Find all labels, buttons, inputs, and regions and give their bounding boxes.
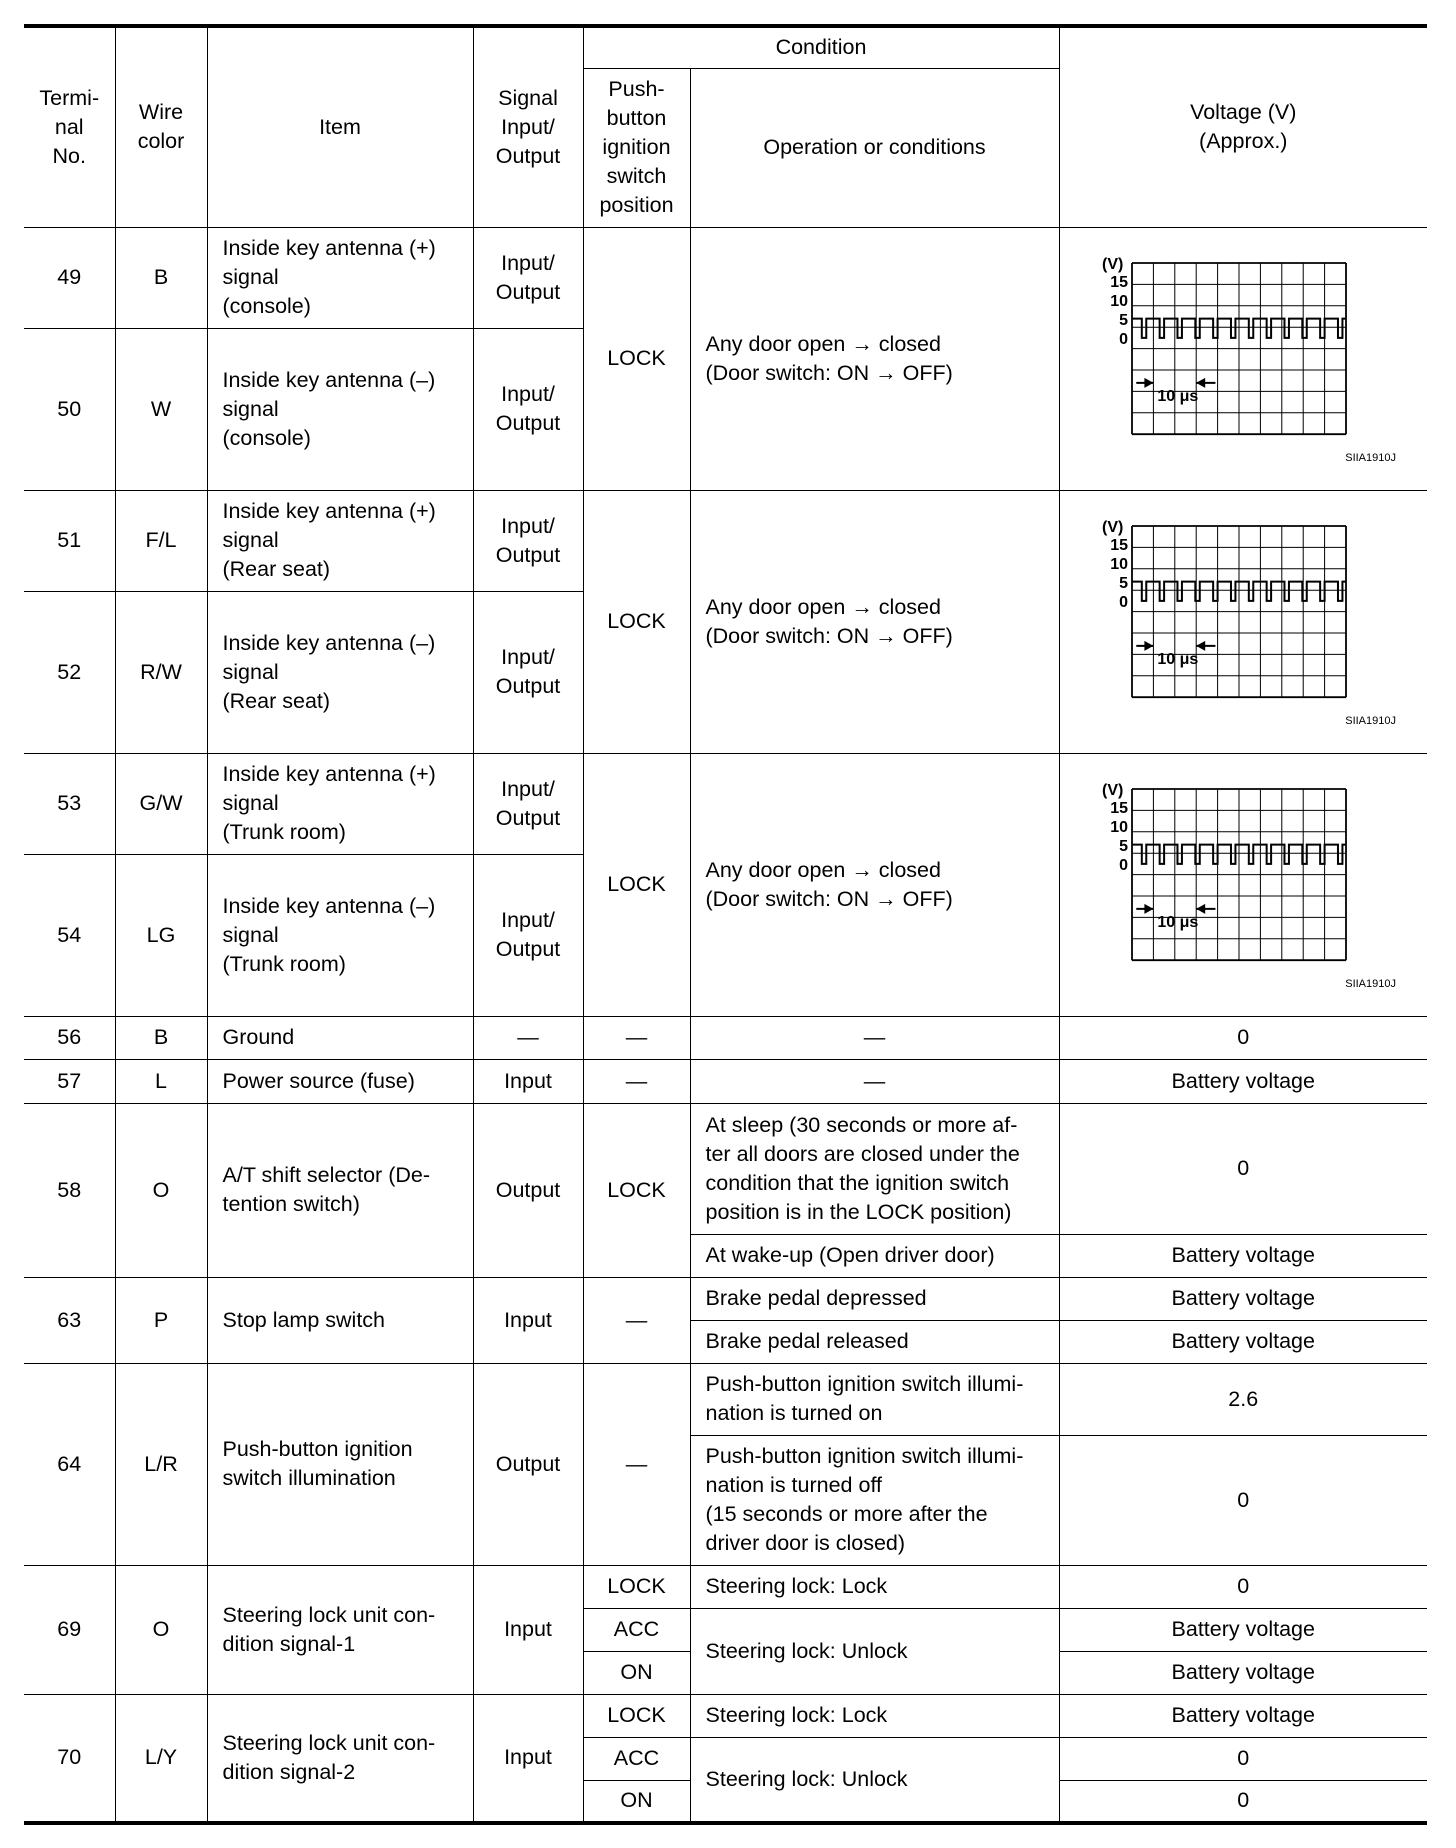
axis-unit-label: (V) xyxy=(1102,255,1124,273)
time-scale-label: 10 μs xyxy=(1157,387,1199,405)
item: Stop lamp switch xyxy=(207,1277,473,1363)
switch-position: ON xyxy=(583,1780,690,1823)
time-scale-label: 10 μs xyxy=(1157,650,1199,668)
operation-condition: Steering lock: Unlock xyxy=(690,1737,1059,1823)
operation-condition: Any door open → closed (Door switch: ON → OFF) xyxy=(690,227,1059,490)
time-arrowhead-left xyxy=(1145,903,1154,913)
waveform-host xyxy=(1060,249,1428,469)
voltage-waveform-cell xyxy=(1059,227,1427,490)
y-tick-label: 0 xyxy=(1119,593,1129,611)
signal-io: Input/ Output xyxy=(473,591,583,753)
figure-id-label: SIIA1910J xyxy=(1345,977,1397,990)
header-item: Item xyxy=(207,26,473,227)
operation-condition: Any door open → closed (Door switch: ON → OFF) xyxy=(690,490,1059,753)
item: Push-button ignition switch illumination xyxy=(207,1363,473,1565)
wire-color: L xyxy=(115,1059,207,1103)
item: Steering lock unit con- dition signal-1 xyxy=(207,1565,473,1694)
item: Inside key antenna (–) signal (Rear seat) xyxy=(207,591,473,753)
voltage-value: 2.6 xyxy=(1059,1363,1427,1435)
voltage-value: Battery voltage xyxy=(1059,1651,1427,1694)
switch-position: LOCK xyxy=(583,1694,690,1737)
wire-color: L/R xyxy=(115,1363,207,1565)
item: Inside key antenna (+) signal (console) xyxy=(207,227,473,328)
voltage-value: 0 xyxy=(1059,1103,1427,1234)
item: Power source (fuse) xyxy=(207,1059,473,1103)
wire-color: G/W xyxy=(115,753,207,854)
operation-condition: Any door open → closed (Door switch: ON → OFF) xyxy=(690,753,1059,1016)
operation-condition: Steering lock: Lock xyxy=(690,1565,1059,1608)
wire-color: P xyxy=(115,1277,207,1363)
signal-io: Input xyxy=(473,1565,583,1694)
signal-io: Input/ Output xyxy=(473,227,583,328)
waveform-diagram xyxy=(1078,249,1408,469)
item: Inside key antenna (+) signal (Trunk room) xyxy=(207,753,473,854)
switch-position: ACC xyxy=(583,1608,690,1651)
y-tick-label: 15 xyxy=(1110,536,1129,554)
switch-position: — xyxy=(583,1277,690,1363)
switch-position: ACC xyxy=(583,1737,690,1780)
terminal-no: 51 xyxy=(24,490,115,591)
time-arrowhead-right xyxy=(1196,903,1205,913)
table-row-69 xyxy=(24,1565,1427,1608)
terminal-no: 56 xyxy=(24,1016,115,1059)
wire-color: B xyxy=(115,227,207,328)
y-tick-label: 10 xyxy=(1110,818,1129,836)
table-row-56 xyxy=(24,1016,1427,1059)
table-row-58 xyxy=(24,1103,1427,1234)
item: Inside key antenna (–) signal (Trunk room) xyxy=(207,854,473,1016)
figure-id-label: SIIA1910J xyxy=(1345,451,1397,464)
voltage-value: Battery voltage xyxy=(1059,1059,1427,1103)
waveform-host xyxy=(1060,775,1428,995)
signal-io: Input/ Output xyxy=(473,753,583,854)
header-voltage: Voltage (V) (Approx.) xyxy=(1059,26,1427,227)
operation-condition: Steering lock: Lock xyxy=(690,1694,1059,1737)
terminal-no: 58 xyxy=(24,1103,115,1277)
operation-condition: — xyxy=(690,1059,1059,1103)
terminal-no: 53 xyxy=(24,753,115,854)
item: A/T shift selector (De- tention switch) xyxy=(207,1103,473,1277)
terminal-no: 57 xyxy=(24,1059,115,1103)
switch-position: LOCK xyxy=(583,1565,690,1608)
wire-color: LG xyxy=(115,854,207,1016)
time-scale-label: 10 μs xyxy=(1157,913,1199,931)
signal-io: Output xyxy=(473,1363,583,1565)
y-tick-label: 10 xyxy=(1110,555,1129,573)
table-row-63 xyxy=(24,1277,1427,1320)
waveform-host xyxy=(1060,512,1428,732)
y-tick-label: 0 xyxy=(1119,856,1129,874)
terminal-reference-table xyxy=(24,24,1427,1825)
switch-position: — xyxy=(583,1059,690,1103)
axis-unit-label: (V) xyxy=(1102,781,1124,799)
terminal-no: 70 xyxy=(24,1694,115,1823)
voltage-value: 0 xyxy=(1059,1565,1427,1608)
terminal-table-page xyxy=(24,24,1427,1825)
voltage-value: Battery voltage xyxy=(1059,1608,1427,1651)
terminal-no: 63 xyxy=(24,1277,115,1363)
wire-color: O xyxy=(115,1103,207,1277)
y-tick-label: 5 xyxy=(1119,837,1129,855)
switch-position: ON xyxy=(583,1651,690,1694)
terminal-no: 64 xyxy=(24,1363,115,1565)
wire-color: B xyxy=(115,1016,207,1059)
y-tick-label: 15 xyxy=(1110,273,1129,291)
voltage-value: 0 xyxy=(1059,1780,1427,1823)
y-tick-label: 0 xyxy=(1119,330,1129,348)
y-tick-label: 5 xyxy=(1119,311,1129,329)
table-row-49 xyxy=(24,227,1427,328)
voltage-value: Battery voltage xyxy=(1059,1234,1427,1277)
operation-condition: Brake pedal depressed xyxy=(690,1277,1059,1320)
voltage-value: Battery voltage xyxy=(1059,1277,1427,1320)
table-row-70 xyxy=(24,1694,1427,1737)
axis-unit-label: (V) xyxy=(1102,518,1124,536)
operation-condition: Brake pedal released xyxy=(690,1320,1059,1363)
header-signal-io: Signal Input/ Output xyxy=(473,26,583,227)
voltage-waveform-cell xyxy=(1059,490,1427,753)
terminal-no: 54 xyxy=(24,854,115,1016)
voltage-waveform-cell xyxy=(1059,753,1427,1016)
switch-position: LOCK xyxy=(583,490,690,753)
time-arrowhead-right xyxy=(1196,377,1205,387)
y-tick-label: 10 xyxy=(1110,292,1129,310)
y-tick-label: 5 xyxy=(1119,574,1129,592)
switch-position: — xyxy=(583,1363,690,1565)
operation-condition: — xyxy=(690,1016,1059,1059)
item: Inside key antenna (–) signal (console) xyxy=(207,328,473,490)
time-arrowhead-right xyxy=(1196,640,1205,650)
header-push-button-position: Push- button ignition switch position xyxy=(583,68,690,227)
switch-position: LOCK xyxy=(583,227,690,490)
voltage-value: Battery voltage xyxy=(1059,1694,1427,1737)
terminal-no: 52 xyxy=(24,591,115,753)
header-operation: Operation or conditions xyxy=(690,68,1059,227)
voltage-value: Battery voltage xyxy=(1059,1320,1427,1363)
waveform-diagram xyxy=(1078,775,1408,995)
voltage-value: 0 xyxy=(1059,1435,1427,1565)
header-condition: Condition xyxy=(583,26,1059,68)
table-row-57 xyxy=(24,1059,1427,1103)
voltage-value: 0 xyxy=(1059,1737,1427,1780)
operation-condition: Steering lock: Unlock xyxy=(690,1608,1059,1694)
time-arrowhead-left xyxy=(1145,377,1154,387)
signal-io: Output xyxy=(473,1103,583,1277)
switch-position: — xyxy=(583,1016,690,1059)
signal-io: — xyxy=(473,1016,583,1059)
operation-condition: At sleep (30 seconds or more af- ter all doors are closed under the condition that the ignition switch position is in the LOCK position) xyxy=(690,1103,1059,1234)
signal-io: Input xyxy=(473,1059,583,1103)
wire-color: W xyxy=(115,328,207,490)
signal-io: Input/ Output xyxy=(473,490,583,591)
wire-color: R/W xyxy=(115,591,207,753)
operation-condition: At wake-up (Open driver door) xyxy=(690,1234,1059,1277)
table-row-64 xyxy=(24,1363,1427,1435)
signal-io: Input xyxy=(473,1694,583,1823)
table-row-53 xyxy=(24,753,1427,854)
wire-color: O xyxy=(115,1565,207,1694)
signal-io: Input xyxy=(473,1277,583,1363)
y-tick-label: 15 xyxy=(1110,799,1129,817)
wire-color: F/L xyxy=(115,490,207,591)
item: Ground xyxy=(207,1016,473,1059)
switch-position: LOCK xyxy=(583,1103,690,1277)
time-arrowhead-left xyxy=(1145,640,1154,650)
operation-condition: Push-button ignition switch illumi- nation is turned on xyxy=(690,1363,1059,1435)
switch-position: LOCK xyxy=(583,753,690,1016)
header-row-1 xyxy=(24,26,1427,68)
table-row-51 xyxy=(24,490,1427,591)
terminal-no: 49 xyxy=(24,227,115,328)
signal-io: Input/ Output xyxy=(473,854,583,1016)
figure-id-label: SIIA1910J xyxy=(1345,714,1397,727)
wire-color: L/Y xyxy=(115,1694,207,1823)
header-wire-color: Wire color xyxy=(115,26,207,227)
terminal-no: 50 xyxy=(24,328,115,490)
item: Steering lock unit con- dition signal-2 xyxy=(207,1694,473,1823)
header-terminal-no: Termi- nal No. xyxy=(24,26,115,227)
terminal-no: 69 xyxy=(24,1565,115,1694)
waveform-diagram xyxy=(1078,512,1408,732)
item: Inside key antenna (+) signal (Rear seat) xyxy=(207,490,473,591)
signal-io: Input/ Output xyxy=(473,328,583,490)
voltage-value: 0 xyxy=(1059,1016,1427,1059)
operation-condition: Push-button ignition switch illumi- nation is turned off (15 seconds or more after the driver door is closed) xyxy=(690,1435,1059,1565)
